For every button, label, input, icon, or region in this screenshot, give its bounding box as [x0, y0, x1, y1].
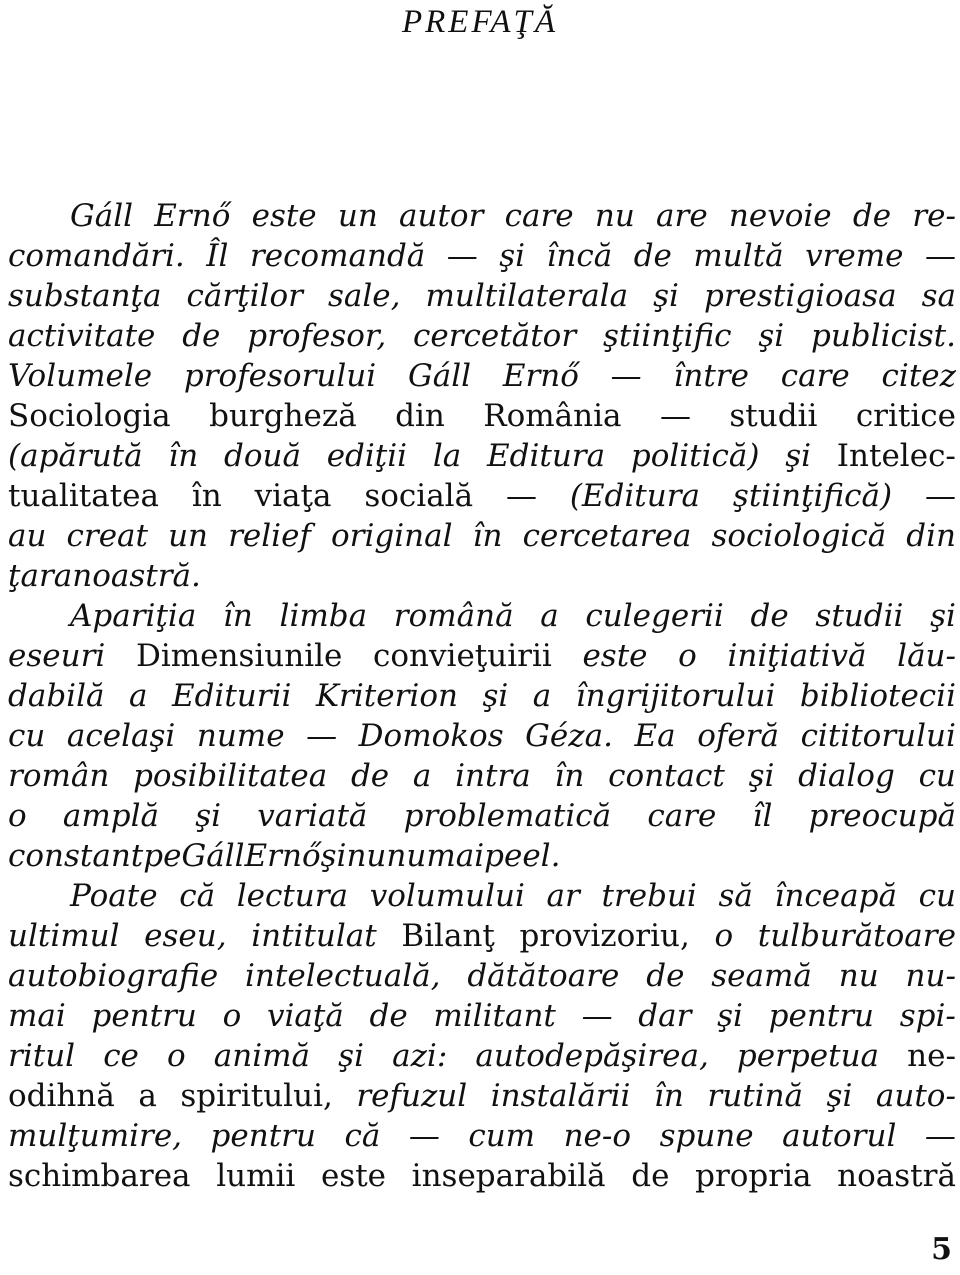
word: —	[408, 1118, 440, 1154]
word: sociologică	[711, 518, 887, 554]
word: Editurii	[171, 678, 292, 714]
word: în	[554, 758, 585, 794]
word: perpetua	[736, 1038, 880, 1074]
word: Gáll	[407, 358, 472, 394]
word: Apariţia	[70, 598, 197, 634]
word: Intelec-	[836, 438, 956, 474]
word: oferă	[697, 718, 779, 754]
word: (apărută	[8, 438, 143, 474]
word: Bilanţ	[401, 918, 495, 954]
word: de	[631, 1158, 670, 1194]
word: publicist.	[811, 318, 956, 354]
word: dar	[638, 998, 692, 1034]
word: contact	[608, 758, 725, 794]
word: spi-	[899, 998, 956, 1034]
word: să	[718, 878, 753, 914]
word: viaţă	[266, 998, 344, 1034]
word: posibilitatea	[133, 758, 328, 794]
paragraph-3	[8, 876, 956, 1196]
word: nu	[838, 958, 879, 994]
word: —	[610, 358, 642, 394]
text-line	[8, 596, 956, 636]
word: bibliotecii	[799, 678, 956, 714]
word: noastră.	[72, 558, 201, 594]
word: intelectuală,	[245, 958, 441, 994]
word: de	[633, 238, 672, 274]
text-line	[8, 1116, 956, 1156]
word: limba	[279, 598, 368, 634]
word: problematică	[403, 798, 612, 834]
word: Ernő	[244, 838, 321, 874]
word: un	[168, 518, 209, 554]
word: a	[138, 1078, 157, 1114]
word: de	[646, 958, 685, 994]
word: nu	[594, 198, 635, 234]
word: dabilă	[8, 678, 105, 714]
word: şi	[320, 838, 347, 874]
word: odihnă	[8, 1078, 115, 1114]
word: două	[224, 438, 301, 474]
word: spiritului,	[180, 1078, 333, 1114]
word: de	[852, 198, 892, 234]
word: pentru	[210, 1118, 316, 1154]
word: şi	[717, 998, 743, 1034]
word: o	[678, 638, 697, 674]
word: studii	[729, 398, 818, 434]
word: care	[504, 198, 574, 234]
word: Gáll	[70, 198, 134, 234]
word: îngrijitorului	[575, 678, 776, 714]
word: ştiinţifică)	[732, 478, 893, 514]
word: relief	[228, 518, 311, 554]
word: instalării	[490, 1078, 631, 1114]
text-line	[8, 796, 956, 836]
text-line	[8, 396, 956, 436]
word: România	[483, 398, 622, 434]
word: profesor,	[247, 318, 387, 354]
word: viaţa	[254, 478, 332, 514]
word: sale,	[327, 278, 401, 314]
word: Gáll	[181, 838, 245, 874]
text-line	[8, 556, 956, 596]
word: rutină	[707, 1078, 804, 1114]
word: ediţii	[326, 438, 408, 474]
word: ţara	[8, 558, 73, 594]
word: lău-	[897, 638, 956, 674]
word: o	[8, 798, 27, 834]
word: tualitatea	[8, 478, 159, 514]
word: auto-	[875, 1078, 956, 1114]
word: lectura	[236, 878, 349, 914]
word: între	[673, 358, 749, 394]
paragraph-2	[8, 596, 956, 876]
word: în	[168, 438, 199, 474]
word: şi	[748, 758, 775, 794]
word: la	[432, 438, 462, 474]
word: Kriterion	[315, 678, 458, 714]
word: nu-	[905, 958, 956, 994]
word: convieţuirii	[373, 638, 552, 674]
word: mulţumire,	[8, 1118, 183, 1154]
word: trebui	[601, 878, 697, 914]
word: în	[222, 598, 253, 634]
text-line	[8, 1076, 956, 1116]
word: —	[924, 478, 956, 514]
word: îl	[752, 798, 773, 834]
word: Poate	[70, 878, 158, 914]
text-line	[8, 356, 956, 396]
word: —	[581, 998, 613, 1034]
word: de	[182, 318, 221, 354]
word: prestigioasa	[703, 278, 897, 314]
word: autodepăşirea,	[475, 1038, 709, 1074]
word: de	[350, 758, 390, 794]
word: recomandă	[249, 238, 426, 274]
word: pe	[143, 838, 182, 874]
word: Géza.	[525, 718, 613, 754]
word: ce	[103, 1038, 139, 1074]
word: burgheză	[209, 398, 357, 434]
word: propria	[695, 1158, 812, 1194]
word: multă	[693, 238, 784, 274]
word: Îl	[206, 238, 229, 274]
word: din	[395, 398, 445, 434]
word: cu	[918, 758, 956, 794]
word: seamă	[711, 958, 812, 994]
word: înceapă	[774, 878, 897, 914]
word: (Editura	[569, 478, 701, 514]
word: —	[924, 1118, 956, 1154]
word: în	[191, 478, 222, 514]
word: şi	[826, 1078, 853, 1114]
text-line	[8, 516, 956, 556]
word: în	[472, 518, 503, 554]
word: ar	[546, 878, 580, 914]
word: a	[128, 678, 148, 714]
word: critice	[855, 398, 956, 434]
word: ritul	[8, 1038, 76, 1074]
word: Editura	[486, 438, 606, 474]
word: ne-	[907, 1038, 956, 1074]
word: cărţilor	[186, 278, 303, 314]
word: vreme	[805, 238, 904, 274]
word: pe	[484, 838, 523, 874]
word: intra	[455, 758, 531, 794]
word: socială	[364, 478, 474, 514]
word: au	[8, 518, 47, 554]
word: dătătoare	[467, 958, 620, 994]
word: tulburătoare	[757, 918, 956, 954]
preface-body	[8, 196, 956, 1196]
word: a	[532, 678, 552, 714]
word: cum	[468, 1118, 536, 1154]
word: o	[167, 1038, 186, 1074]
word: —	[446, 238, 478, 274]
word: este	[582, 638, 648, 674]
word: o	[222, 998, 242, 1034]
word: refuzul	[356, 1078, 468, 1114]
word: şi	[338, 1038, 364, 1074]
word: nu	[346, 838, 387, 874]
text-line	[8, 276, 956, 316]
text-line	[8, 676, 956, 716]
word: şi	[785, 438, 812, 474]
word: Sociologia	[8, 398, 171, 434]
word: şi	[930, 598, 956, 634]
word: autobiografie	[8, 958, 219, 994]
word: schimbarea	[8, 1158, 191, 1194]
text-line	[8, 196, 956, 236]
word: este	[251, 198, 317, 234]
word: iniţiativă	[727, 638, 867, 674]
word: cercetarea	[522, 518, 692, 554]
word: din	[906, 518, 956, 554]
word: cu	[8, 718, 46, 754]
word: spune	[659, 1118, 754, 1154]
text-line	[8, 956, 956, 996]
word: azi:	[392, 1038, 448, 1074]
text-line	[8, 716, 956, 756]
word: Domokos	[358, 718, 504, 754]
word: de	[369, 998, 408, 1034]
word: mai	[8, 998, 66, 1034]
word: dialog	[798, 758, 895, 794]
word: nume	[196, 718, 285, 754]
word: Volumele	[8, 358, 153, 394]
word: —	[306, 718, 338, 754]
word: Ea	[634, 718, 676, 754]
word: multilaterala	[425, 278, 629, 314]
word: inseparabilă	[411, 1158, 606, 1194]
text-line	[8, 1156, 956, 1196]
word: creat	[66, 518, 148, 554]
word: cu	[918, 878, 956, 914]
text-line	[8, 916, 956, 956]
text-line	[8, 996, 956, 1036]
page-number: 5	[931, 1232, 952, 1267]
word: de	[750, 598, 789, 634]
paragraph-1	[8, 196, 956, 596]
word: şi	[653, 278, 679, 314]
word: nevoie	[728, 198, 832, 234]
word: pentru	[768, 998, 875, 1034]
text-line	[8, 756, 956, 796]
text-line	[8, 876, 956, 916]
word: original	[331, 518, 453, 554]
word: Ernő	[502, 358, 579, 394]
word: autor	[399, 198, 484, 234]
word: a	[540, 598, 559, 634]
word: militant	[433, 998, 556, 1034]
word: numai	[386, 838, 485, 874]
word: substanţa	[8, 278, 162, 314]
word: are	[656, 198, 708, 234]
word: autorul	[782, 1118, 897, 1154]
word: că	[179, 878, 216, 914]
word: constant	[8, 838, 144, 874]
word: lumii	[216, 1158, 296, 1194]
word: român	[8, 758, 110, 794]
word: română	[393, 598, 514, 634]
word: intitulat	[251, 918, 377, 954]
word: ştiinţific	[602, 318, 732, 354]
word: studii	[815, 598, 904, 634]
text-line	[8, 836, 956, 876]
word: profesorului	[183, 358, 377, 394]
word: amplă	[62, 798, 159, 834]
word: —	[924, 238, 956, 274]
word: volumului	[369, 878, 525, 914]
word: re-	[912, 198, 956, 234]
word: un	[337, 198, 378, 234]
word: şi	[195, 798, 222, 834]
word: el.	[522, 838, 561, 874]
word: Dimensiunile	[135, 638, 343, 674]
word: şi	[482, 678, 509, 714]
word: eseuri	[8, 638, 106, 674]
word: cercetător	[413, 318, 577, 354]
word: şi	[758, 318, 785, 354]
word: a	[412, 758, 432, 794]
word: şi	[499, 238, 526, 274]
word: care	[780, 358, 850, 394]
word: animă	[213, 1038, 311, 1074]
word: ne-o	[563, 1118, 632, 1154]
text-line	[8, 636, 956, 676]
word: cititorului	[800, 718, 956, 754]
word: —	[505, 478, 537, 514]
word: eseu,	[144, 918, 227, 954]
word: politică)	[630, 438, 760, 474]
page-title: PREFAŢĂ	[401, 4, 559, 40]
word: citez	[881, 358, 956, 394]
word: ultimul	[8, 918, 120, 954]
word: încă	[546, 238, 613, 274]
word: este	[320, 1158, 387, 1194]
text-line	[8, 316, 956, 356]
word: pentru	[91, 998, 197, 1034]
word: comandări.	[8, 238, 185, 274]
word: activitate	[8, 318, 156, 354]
text-line	[8, 476, 956, 516]
word: că	[344, 1118, 381, 1154]
word: provizoriu,	[519, 918, 690, 954]
word: în	[654, 1078, 684, 1114]
word: o	[714, 918, 734, 954]
word: acelaşi	[66, 718, 176, 754]
text-line	[8, 1036, 956, 1076]
word: variată	[257, 798, 368, 834]
text-line	[8, 236, 956, 276]
word: Ernő	[154, 198, 231, 234]
word: care	[647, 798, 717, 834]
text-line	[8, 436, 956, 476]
word: —	[659, 398, 691, 434]
word: sa	[921, 278, 956, 314]
word: preocupă	[808, 798, 956, 834]
word: culegerii	[585, 598, 724, 634]
word: noastră	[837, 1158, 956, 1194]
